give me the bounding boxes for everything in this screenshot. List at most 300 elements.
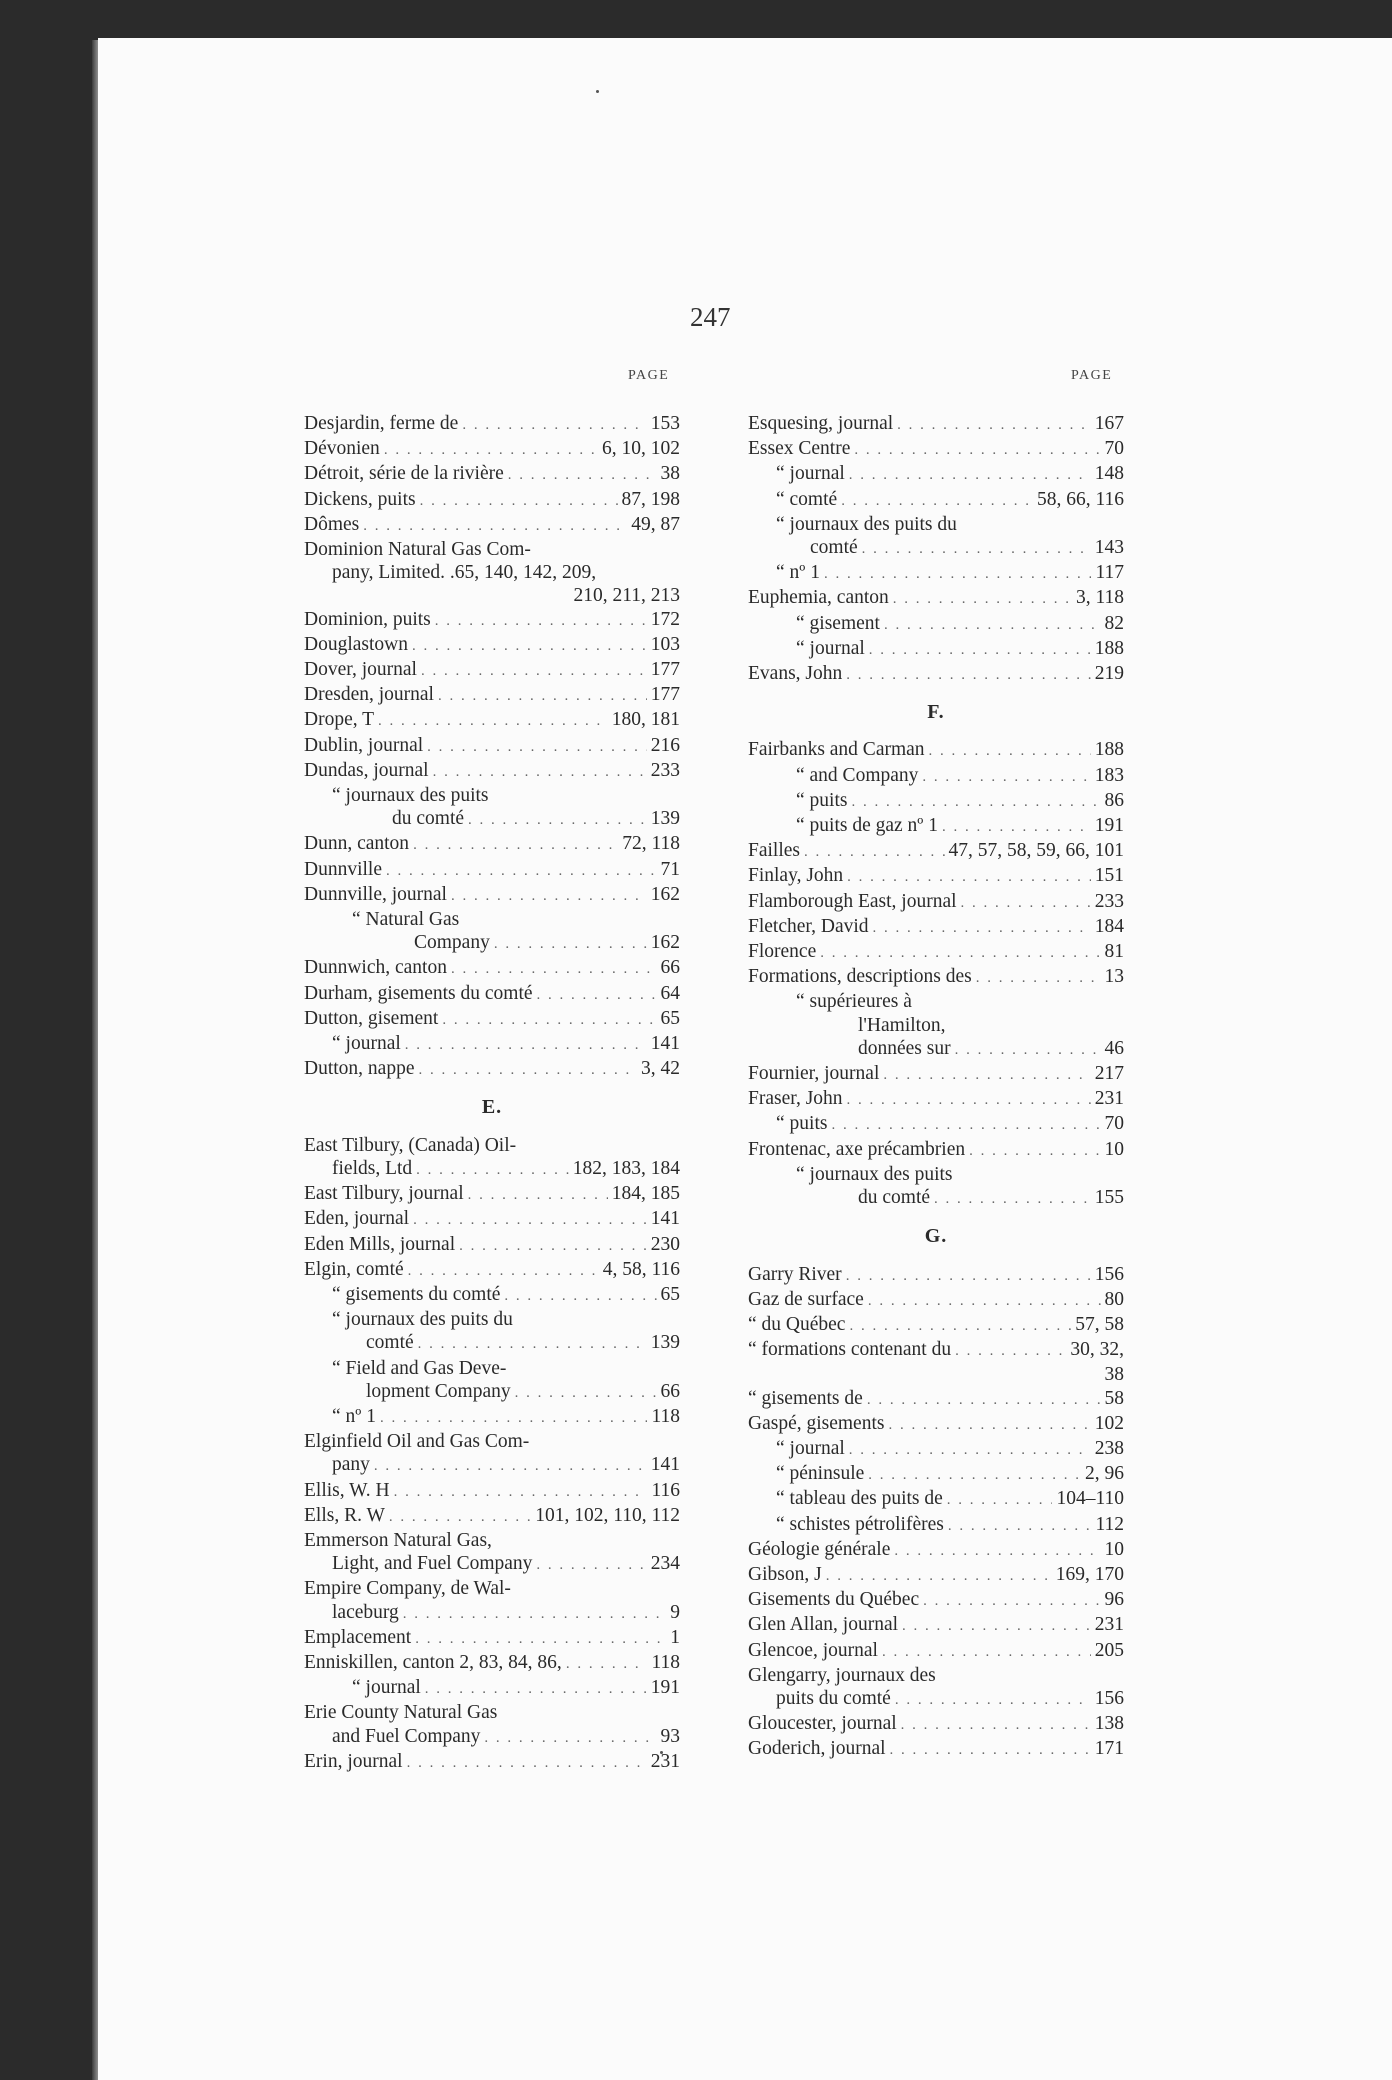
index-entry-pages: 238 [1094,1437,1124,1459]
index-entry [304,1258,680,1283]
index-entry-pages: 112 [1095,1513,1124,1535]
index-entry-pages: 231 [650,1750,680,1772]
index-entry-term: “ and Company [796,764,919,786]
index-entry [304,1577,680,1600]
leader-dots [824,563,1092,586]
index-entry-term: Dominion Natural Gas Com- [304,539,531,561]
index-entry [304,734,680,759]
index-entry-pages: 234 [650,1553,680,1575]
index-entry-term: “ gisements du comté [332,1283,501,1305]
leader-dots [515,1382,657,1405]
index-entry-pages: 116 [651,1479,680,1501]
index-entry [304,488,680,513]
index-entry-pages: 2, 96 [1085,1463,1124,1485]
leader-dots [901,1714,1091,1737]
index-entry-term: Dunnwich, canton [304,957,447,979]
index-entry [304,1601,680,1626]
index-entry-term: Eden Mills, journal [304,1233,456,1255]
index-entry [304,858,680,883]
leader-dots [415,1628,666,1651]
index-entry-pages: 233 [1094,890,1124,912]
page-number: 247 [690,302,731,332]
index-entry-pages: 96 [1104,1589,1124,1611]
index-entry-pages: 3, 42 [641,1058,680,1080]
index-entry-term: “ nº 1 [776,562,820,584]
index-entry-pages: 10 [1104,1138,1124,1160]
index-entry-term: Dublin, journal [304,734,424,756]
index-entry [748,864,1124,889]
index-entry [748,1313,1124,1338]
index-entry-term: “ formations contenant du [748,1339,952,1361]
leader-dots [408,1260,599,1283]
index-entry-pages: 177 [650,684,680,706]
index-entry-pages: 219 [1094,663,1124,685]
index-entry-pages: 72, 118 [622,833,680,855]
index-entry-pages: 10 [1104,1538,1124,1560]
leader-dots [847,1089,1091,1112]
index-entry-pages: 151 [1094,865,1124,887]
index-entry [304,1357,680,1380]
index-entry-pages: 80 [1104,1288,1124,1310]
index-entry-pages: 102 [1094,1412,1124,1434]
index-entry-term: Desjardin, ferme de [304,413,459,434]
index-entry [304,1552,680,1577]
leader-dots [820,942,1100,965]
index-entry [748,738,1124,763]
index-entry-pages: 177 [650,659,680,681]
index-entry [304,1651,680,1676]
index-entry-term: Gisements du Québec [748,1589,920,1611]
index-entry-term: Drope, T [304,709,375,731]
index-entry [304,1331,680,1356]
index-entry [748,1138,1124,1163]
index-entry [304,462,680,487]
leader-dots [416,1159,569,1182]
index-entry [748,662,1124,687]
index-entry-pages: 156 [1094,1687,1124,1709]
leader-dots [451,958,657,981]
index-entry-pages: 58, 66, 116 [1036,488,1124,510]
index-entry [748,612,1124,637]
index-entry-term: Erin, journal [304,1750,403,1772]
index-entry [304,1182,680,1207]
index-entry-term: “ journal [776,1437,845,1459]
index-entry [304,658,680,683]
index-entry-term: Esquesing, journal [748,413,894,434]
index-entry-term: Essex Centre [748,438,851,460]
index-entry [304,1676,680,1701]
index-entry-pages: 101, 102, 110, 112 [535,1504,680,1526]
index-entry-pages: 64 [660,982,680,1004]
leader-dots [929,740,1091,763]
index-entry [304,1453,680,1478]
index-entry-term: Détroit, série de la rivière [304,463,504,485]
index-entry [748,1437,1124,1462]
leader-dots [536,1554,646,1577]
leader-dots [418,1059,637,1082]
index-entry-term: Ellis, W. H [304,1479,390,1501]
index-entry [304,538,680,561]
index-entry-term: Dover, journal [304,659,417,681]
index-entry-pages: 87, 198 [621,488,680,510]
index-entry-term: Florence [748,941,817,963]
index-entry [748,1687,1124,1712]
index-entry [304,1207,680,1232]
index-entry-term: pany, Limited. .65, 140, 142, 209, [332,562,597,584]
index-entry-pages: 65 [660,1007,680,1029]
right-column-page-label: PAGE [1071,368,1113,383]
index-entry-term: “ puits de gaz nº 1 [796,815,938,837]
ink-speck [596,90,599,93]
index-entry-pages: 216 [650,734,680,756]
index-section-letter: F. [927,701,945,724]
index-entry-pages: 141 [650,1208,680,1230]
index-entry [304,1134,680,1157]
index-entry [748,1163,1124,1186]
index-entry-term: Dundas, journal [304,759,429,781]
index-entry-term: “ puits [796,789,848,811]
index-entry-pages: 167 [1094,413,1124,434]
book-page [98,38,1392,2080]
index-entry-term: “ journaux des puits du [332,1309,513,1331]
index-entry-term: comté [810,537,858,559]
index-entry [748,1112,1124,1137]
leader-dots [849,1439,1091,1462]
index-entry [748,1487,1124,1512]
index-entry-term: Gaspé, gisements [748,1412,885,1434]
leader-dots [849,464,1091,487]
index-entry-pages: 188 [1094,739,1124,761]
index-entry [748,990,1124,1013]
index-entry-term: Evans, John [748,663,843,685]
index-entry-term: Fairbanks and Carman [748,739,925,761]
index-entry-pages: 171 [1094,1738,1124,1760]
leader-dots [846,1265,1091,1288]
index-entry [304,1750,680,1775]
index-entry [304,1626,680,1651]
leader-dots [895,1689,1091,1712]
index-entry [304,608,680,633]
leader-dots [867,1389,1101,1412]
index-entry [748,1387,1124,1412]
leader-dots [902,1615,1091,1638]
index-entry [304,1032,680,1057]
index-entry-term: fields, Ltd [332,1157,413,1179]
index-entry-term: Eden, journal [304,1208,410,1230]
index-entry [304,1725,680,1750]
leader-dots [459,1235,647,1258]
index-entry [304,807,680,832]
index-entry-term: Frontenac, axe précambrien [748,1138,966,1160]
index-entry-pages: 162 [650,883,680,905]
index-entry [304,1504,680,1529]
index-entry-pages: 66 [660,957,680,979]
index-entry-term: Goderich, journal [748,1738,886,1760]
index-entry-term: laceburg [332,1601,399,1623]
index-entry-term: Glen Allan, journal [748,1614,899,1636]
index-entry-term: Gaz de surface [748,1288,864,1310]
index-entry-term: “ journal [796,637,865,659]
index-entry-term: “ journal [352,1677,421,1699]
index-entry-term: du comté [858,1187,931,1209]
leader-dots [883,1064,1090,1087]
leader-dots [413,834,618,857]
index-entry [748,965,1124,990]
index-entry-pages: 3, 118 [1075,587,1124,609]
index-entry-pages: 38 [660,463,680,485]
index-entry-pages: 103 [650,633,680,655]
index-entry-pages: 191 [650,1677,680,1699]
index-entry-term: données sur [858,1037,951,1059]
index-entry-pages: 70 [1104,1113,1124,1135]
leader-dots [851,791,1100,814]
leader-dots [868,1464,1081,1487]
index-entry [748,1563,1124,1588]
index-right-column [748,412,1124,1763]
index-entry [304,683,680,708]
leader-dots [869,639,1091,662]
leader-dots [484,1727,656,1750]
index-entry [304,437,680,462]
index-entry [304,784,680,807]
leader-dots [894,1540,1100,1563]
index-entry-term: Géologie générale [748,1538,891,1560]
index-entry [748,412,1124,437]
leader-dots [882,1641,1091,1664]
index-entry-pages: 231 [1094,1614,1124,1636]
index-entry-pages: 138 [1094,1713,1124,1735]
leader-dots [868,1290,1101,1313]
index-entry-term: “ journaux des puits [796,1163,953,1185]
leader-dots [442,1009,656,1032]
leader-dots [893,588,1072,611]
index-entry [748,764,1124,789]
index-entry-term: Gloucester, journal [748,1713,897,1735]
index-entry-term: Glengarry, journaux des [748,1664,936,1686]
index-entry-pages: 143 [1094,537,1124,559]
index-entry-pages: 139 [650,808,680,830]
index-entry-term: Formations, descriptions des [748,966,972,988]
index-entry-term: comté [366,1332,414,1354]
leader-dots [537,984,657,1007]
index-entry-term: Fraser, John [748,1088,843,1110]
index-entry [304,1405,680,1430]
index-entry [748,890,1124,915]
index-entry-term: “ journaux des puits du [776,513,957,535]
index-entry-term: Dunnville, journal [304,883,447,905]
leader-dots [884,614,1101,637]
index-entry-term: Dévonien [304,438,380,460]
index-entry-term: Light, and Fuel Company [332,1553,533,1575]
index-entry-pages: 38 [1104,1364,1124,1386]
leader-dots [948,1515,1092,1538]
index-entry-term: puits du comté [776,1687,891,1709]
index-entry [748,1363,1124,1386]
index-entry-pages: 156 [1094,1263,1124,1285]
index-entry-pages: 104–110 [1056,1488,1124,1510]
index-entry [748,1288,1124,1313]
leader-dots [389,1506,531,1529]
index-entry [748,1538,1124,1563]
index-entry-term: Emplacement [304,1626,412,1648]
leader-dots [566,1653,648,1676]
index-entry [304,883,680,908]
leader-dots [433,761,647,784]
index-entry [304,708,680,733]
index-entry-pages: 153 [650,413,680,434]
index-entry [304,1701,680,1724]
index-entry [304,1007,680,1032]
index-entry-term: Enniskillen, canton 2, 83, 84, 86, [304,1651,562,1673]
leader-dots [854,439,1100,462]
index-entry-pages: 30, 32, [1070,1339,1124,1361]
index-entry-term: Empire Company, de Wal- [304,1578,511,1600]
leader-dots [468,1184,608,1207]
index-entry-term: “ journal [776,463,845,485]
leader-dots [427,736,647,759]
index-entry [304,908,680,931]
index-entry-term: “ nº 1 [332,1405,376,1427]
leader-dots [462,414,646,437]
index-entry-term: Flamborough East, journal [748,890,957,912]
index-entry [304,633,680,658]
leader-dots [955,1340,1066,1363]
index-entry [748,1087,1124,1112]
leader-dots [504,1285,656,1308]
leader-dots [846,664,1091,687]
leader-dots [412,635,647,658]
leader-dots [849,1315,1071,1338]
index-entry [748,561,1124,586]
leader-dots [841,490,1033,513]
leader-dots [961,892,1091,915]
index-entry [748,488,1124,513]
index-entry-term: l'Hamilton, [858,1014,946,1036]
index-entry-term: and Fuel Company [332,1725,481,1747]
index-entry [748,940,1124,965]
leader-dots [831,1114,1100,1137]
index-entry-pages: 155 [1094,1187,1124,1209]
index-entry-term: “ schistes pétrolifères [776,1513,944,1535]
index-entry [748,1037,1124,1062]
index-entry-term: Dutton, gisement [304,1007,439,1029]
index-entry [304,1157,680,1182]
index-entry-term: Fournier, journal [748,1063,880,1085]
index-entry-pages: 71 [660,858,680,880]
index-entry-pages: 233 [650,759,680,781]
leader-dots [384,439,598,462]
leader-dots [873,917,1091,940]
leader-dots [922,766,1090,789]
leader-dots [494,933,647,956]
index-entry-term: Gibson, J [748,1563,822,1585]
index-entry [748,789,1124,814]
index-entry-term: “ tableau des puits de [776,1488,943,1510]
index-entry-term: Dunn, canton [304,833,410,855]
index-entry-pages: 118 [651,1651,680,1673]
index-entry [748,1639,1124,1664]
index-entry-term: Ells, R. W [304,1504,385,1526]
index-entry-pages: 117 [1095,562,1124,584]
index-entry-pages: 230 [650,1233,680,1255]
leader-dots [403,1603,666,1626]
index-entry [748,586,1124,611]
index-entry-pages: 49, 87 [631,513,680,535]
index-entry-term: “ gisements de [748,1387,863,1409]
index-entry-term: East Tilbury, journal [304,1183,464,1205]
index-entry-term: “ Natural Gas [352,909,460,931]
index-entry-pages: 57, 58 [1075,1313,1124,1335]
index-entry [748,1737,1124,1762]
index-entry-term: “ gisement [796,612,880,634]
index-entry [748,1014,1124,1037]
index-entry-pages: 191 [1094,815,1124,837]
index-entry [304,584,680,607]
index-entry-term: Fletcher, David [748,915,869,937]
index-entry [748,1338,1124,1363]
index-entry-pages: 58 [1104,1387,1124,1409]
leader-dots [394,1481,648,1504]
index-entry-pages: 184 [1094,915,1124,937]
index-entry-pages: 65 [660,1283,680,1305]
index-entry [304,513,680,538]
index-entry [304,1529,680,1552]
index-entry-pages: 66 [660,1380,680,1402]
index-entry-pages: 93 [660,1725,680,1747]
leader-dots [890,1739,1091,1762]
leader-dots [407,1752,647,1775]
index-entry [304,561,680,584]
index-entry [748,814,1124,839]
leader-dots [405,1034,647,1057]
leader-dots [508,464,657,487]
index-entry-term: Elginfield Oil and Gas Com- [304,1431,530,1453]
index-entry-term: Dresden, journal [304,684,434,706]
index-entry-pages: 172 [650,608,680,630]
index-entry-pages: 180, 181 [611,709,680,731]
leader-dots [363,515,627,538]
index-entry [748,839,1124,864]
index-entry-pages: 183 [1094,764,1124,786]
leader-dots [804,841,945,864]
index-entry-pages: 82 [1104,612,1124,634]
leader-dots [976,967,1101,990]
index-entry-pages: 1 [670,1626,680,1648]
left-column-page-label: PAGE [628,368,670,383]
leader-dots [435,610,647,633]
index-entry-term: Elgin, comté [304,1258,404,1280]
index-entry [304,956,680,981]
index-entry-term: Dominion, puits [304,608,431,630]
index-entry-pages: 86 [1104,789,1124,811]
index-entry-term: “ puits [776,1113,828,1135]
index-entry [748,536,1124,561]
index-entry-pages: 81 [1104,941,1124,963]
index-entry-term: Garry River [748,1263,842,1285]
index-entry-term: “ supérieures à [796,991,912,1013]
index-entry-term: Euphemia, canton [748,587,889,609]
index-section-letter: G. [924,1225,948,1248]
index-entry [748,1062,1124,1087]
index-entry-term: “ Field and Gas Deve- [332,1357,507,1379]
index-entry [748,437,1124,462]
index-section-letter: E. [481,1096,503,1119]
index-entry-pages: 162 [650,932,680,954]
leader-dots [923,1590,1100,1613]
index-entry-pages: 70 [1104,438,1124,460]
leader-dots [888,1414,1090,1437]
leader-dots [418,1333,647,1356]
